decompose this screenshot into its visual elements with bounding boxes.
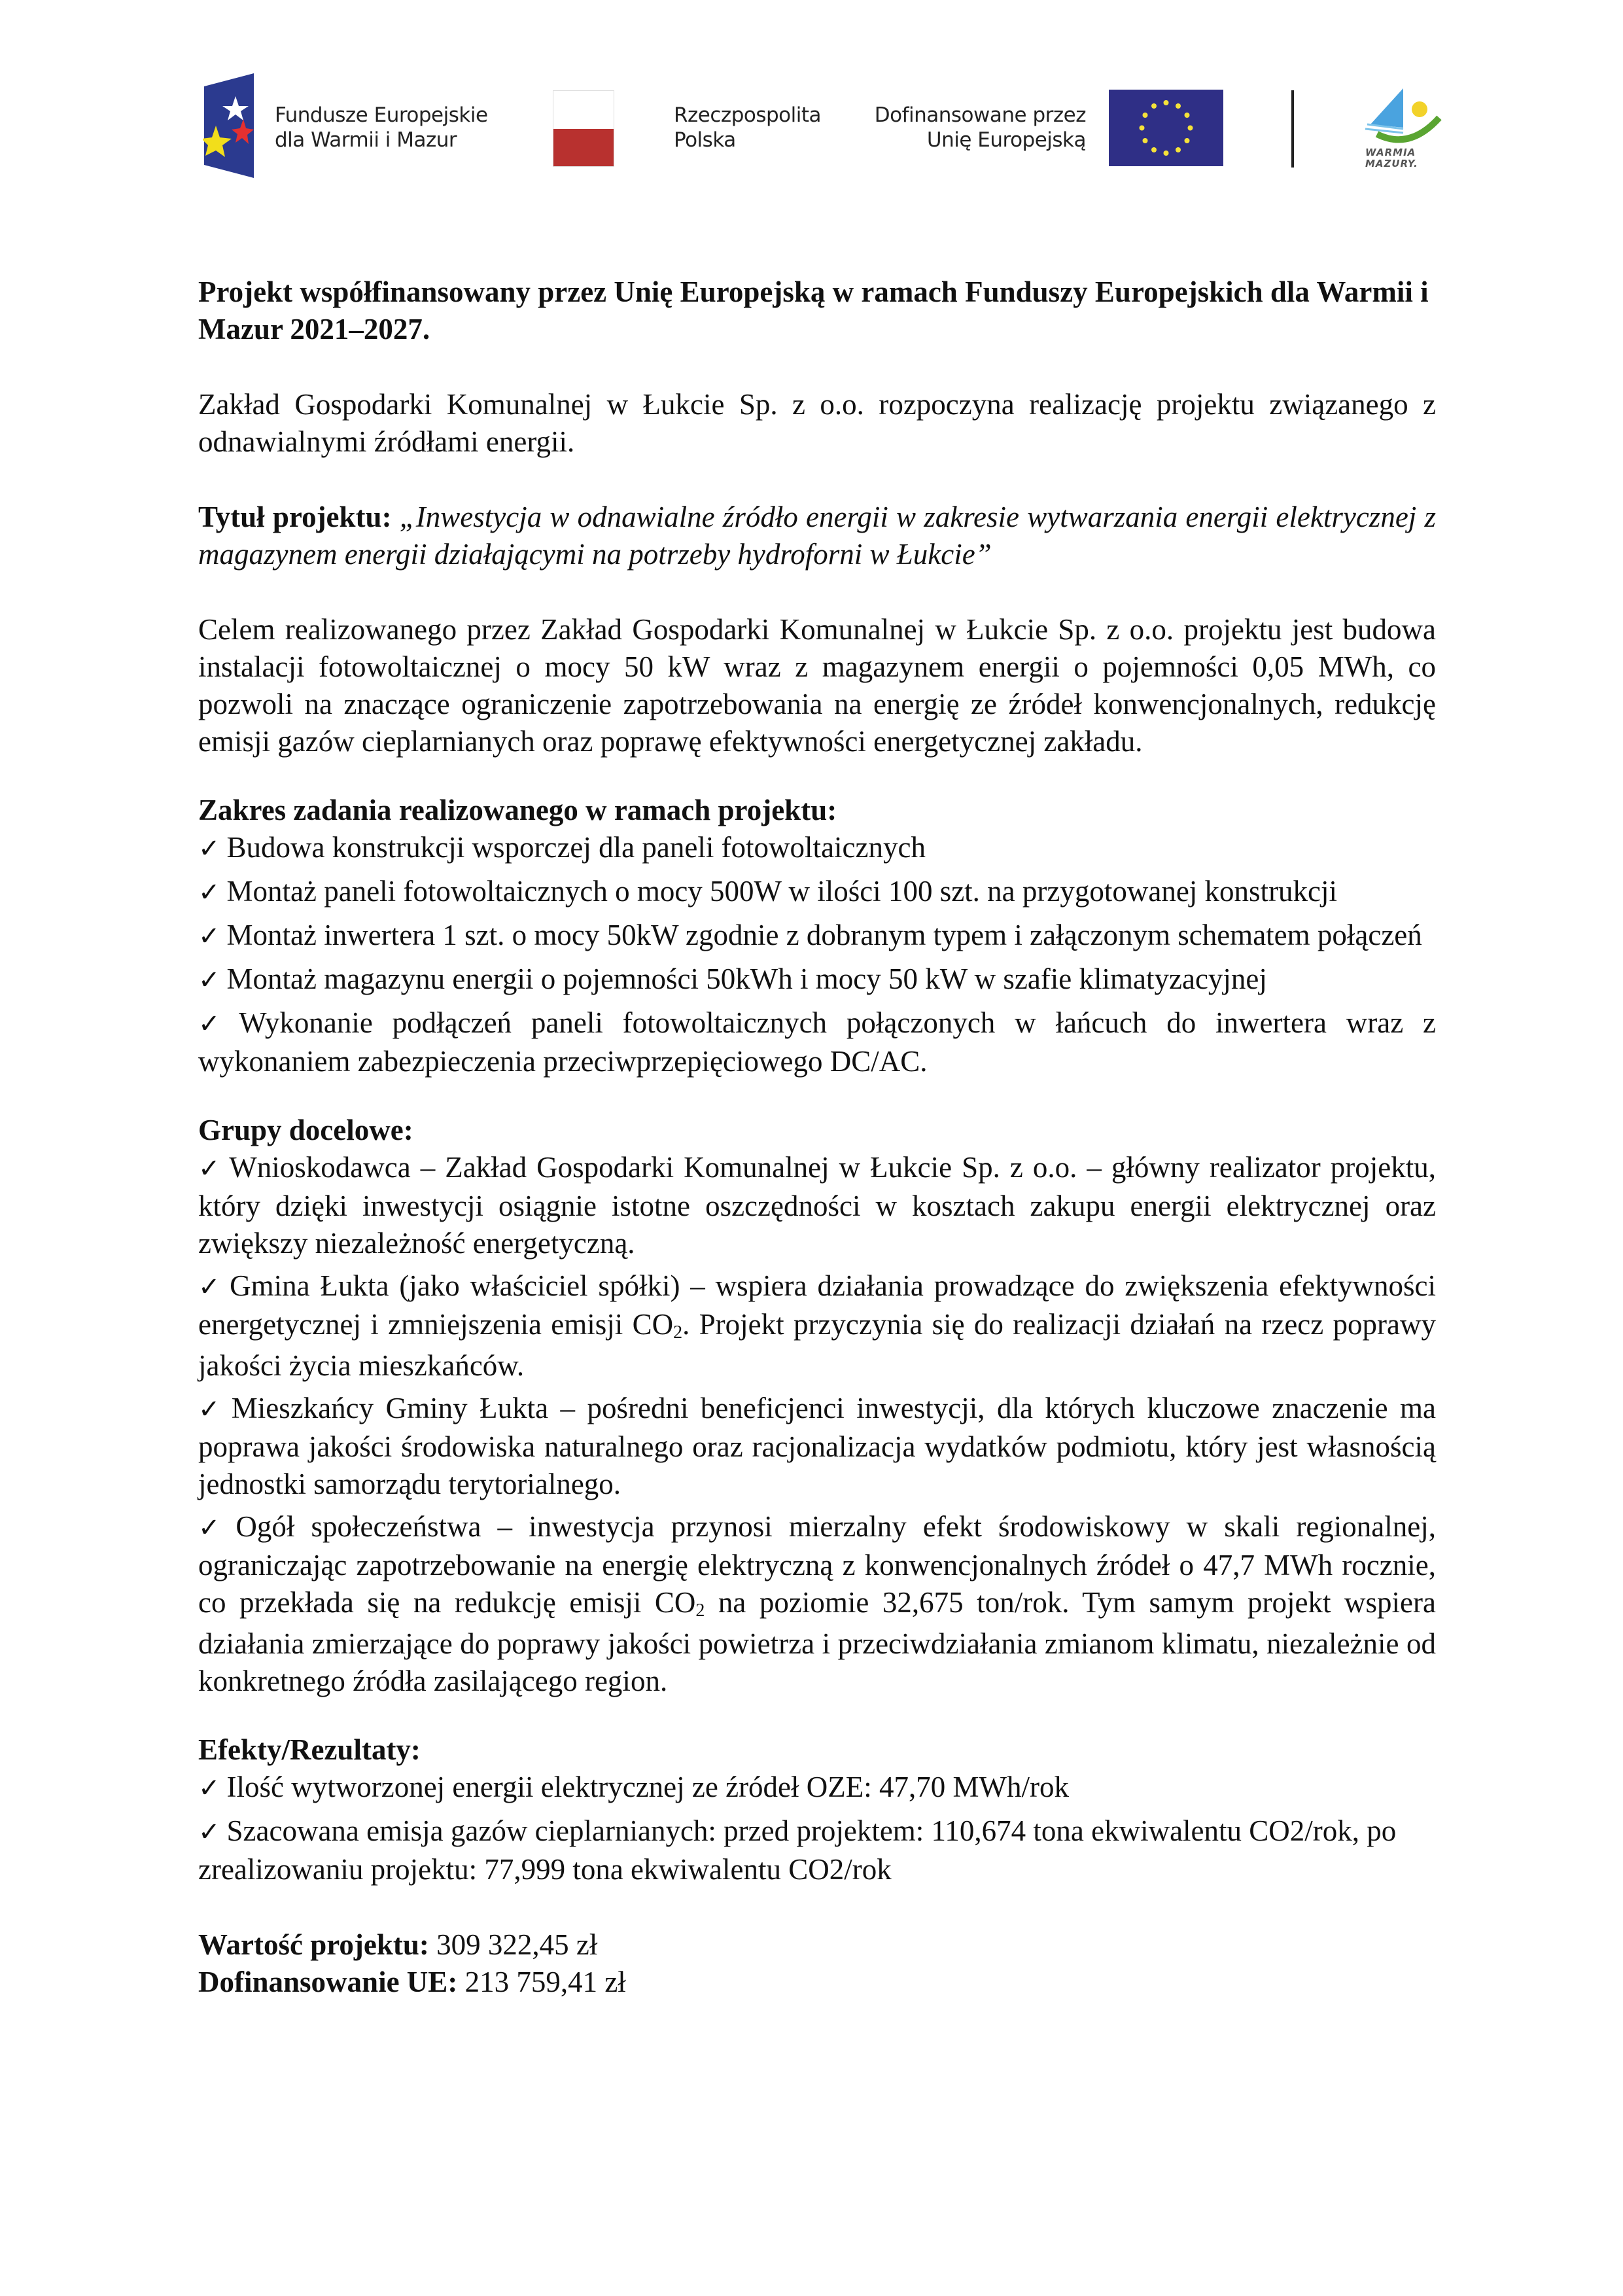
scope-item: ✓ Montaż magazynu energii o pojemności 50kWh i mocy 50 kW w szafie klimatyzacyjnej	[198, 963, 1267, 995]
logo-bar	[0, 0, 1623, 196]
logo-divider	[1291, 90, 1294, 168]
rzeczpospolita-polska-text: Rzeczpospolita Polska	[674, 103, 822, 152]
result-item: ✓ Szacowana emisja gazów cieplarnianych: przed projektem: 110,674 tona ekwiwalentu CO2/rok, po zrealizowaniu projektu: 77,999 tona ekwiwalentu CO2/rok	[198, 1814, 1397, 1886]
group-item: ✓ Gmina Łukta (jako właściciel spółki) – wspiera działania prowadzące do zwiększenia efektywności energetycznej i zmniejszenia emisji $CO_2$. Projekt przyczynia się do realizacji działań na rzecz poprawy jakości życia mieszkańców.	[198, 1269, 1437, 1382]
checkmark-icon: ✓	[198, 834, 220, 864]
intro-paragraph: Zakład Gospodarki Komunalnej w Łukcie Sp. z o.o. rozpoczyna realizację projektu związanego z odnawialnymi źródłami energii.	[198, 388, 1436, 458]
checkmark-icon: ✓	[198, 877, 220, 908]
eu-cofinanced-text: Dofinansowane przez Unię Europejską	[874, 103, 1086, 152]
group-item: ✓ Ogół społeczeństwa – inwestycja przynosi mierzalny efekt środowiskowy w skali regionalnej, ograniczając zapotrzebowanie na energię elektryczną z konwencjonalnych źródeł o 47,7 MWh rocznie, co przekłada się na redukcję emisji $CO_2$ na poziomie 32,675 ton/rok. Tym samym projekt wspiera działania zmierzające do poprawy jakości powietrza i przeciwdziałania zmianom klimatu, niezależnie od konkretnego źródła zasilającego region.	[198, 1510, 1437, 1697]
polish-flag-icon	[553, 90, 614, 167]
scope-item: ✓ Wykonanie podłączeń paneli fotowoltaicznych połączonych w łańcuch do inwertera wraz z wykonaniem zabezpieczenia przeciwprzepięciowego DC/AC.	[198, 1006, 1437, 1078]
groups-heading: Grupy docelowe:	[198, 1114, 413, 1146]
checkmark-icon: ✓	[198, 1394, 225, 1424]
group-item: ✓ Wnioskodawca – Zakład Gospodarki Komunalnej w Łukcie Sp. z o.o. – główny realizator projektu, który dzięki inwestycji osiągnie istotne oszczędności w kosztach zakupu energii elektrycznej oraz zwiększy niezależność energetyczną.	[198, 1151, 1437, 1260]
scope-item: ✓ Budowa konstrukcji wsporczej dla paneli fotowoltaicznych	[198, 831, 926, 864]
result-item: ✓ Ilość wytworzonej energii elektrycznej ze źródeł OZE: 47,70 MWh/rok	[198, 1771, 1069, 1803]
intro-heading: Projekt współfinansowany przez Unię Europejską w ramach Funduszy Europejskich dla Warmii i Mazur 2021–2027.	[198, 275, 1429, 345]
scope-heading: Zakres zadania realizowanego w ramach projektu:	[198, 794, 837, 826]
group-item: ✓ Mieszkańcy Gminy Łukta – pośredni beneficjenci inwestycji, dla których kluczowe znaczenie ma poprawa jakości środowiska naturalnego oraz racjonalizacja wydatków podmiotu, który jest własnością jednostki samorządu terytorialnego.	[198, 1392, 1436, 1500]
eu-funding-label: Dofinansowanie UE:	[198, 1966, 458, 1998]
results-heading: Efekty/Rezultaty:	[198, 1733, 421, 1766]
eu-funding-amount: 213 759,41 zł	[457, 1966, 626, 1998]
project-title-value: „Inwestycja w odnawialne źródło energii w zakresie wytwarzania energii elektrycznej z magazynem energii działającymi na potrzeby hydroforni w Łukcie”	[198, 501, 1436, 571]
checkmark-icon: ✓	[198, 1817, 220, 1847]
scope-item: ✓ Montaż paneli fotowoltaicznych o mocy 500W w ilości 100 szt. na przygotowanej konstrukcji	[198, 875, 1338, 908]
fundusze-europejskie-text: Fundusze Europejskie dla Warmii i Mazur	[275, 103, 488, 152]
document-body	[198, 274, 1436, 2001]
scope-item: ✓ Montaż inwertera 1 szt. o mocy 50kW zgodnie z dobranym typem i załączonym schematem połączeń	[198, 919, 1422, 951]
project-value	[198, 1926, 1436, 1964]
project-title	[198, 499, 1436, 573]
checkmark-icon: ✓	[198, 1154, 223, 1184]
eu-funding	[198, 1964, 1436, 2001]
goal-paragraph: Celem realizowanego przez Zakład Gospodarki Komunalnej w Łukcie Sp. z o.o. projektu jest budowa instalacji fotowoltaicznej o mocy 50 kW wraz z magazynem energii o pojemności 0,05 MWh, co pozwoli na znaczące ograniczenie zapotrzebowania na energię ze źródeł konwencjonalnych, redukcję emisji gazów cieplarnianych oraz poprawę efektywności energetycznej zakładu.	[198, 613, 1436, 758]
project-value-label: Wartość projektu:	[198, 1928, 429, 1961]
warmia-mazury-text: WARMIA MAZURY.	[1365, 147, 1418, 169]
project-title-label: Tytuł projektu:	[198, 501, 392, 533]
checkmark-icon: ✓	[198, 1272, 224, 1302]
eu-flag-icon	[1109, 90, 1223, 166]
project-value-amount: 309 322,45 zł	[428, 1928, 598, 1961]
checkmark-icon: ✓	[198, 1513, 230, 1543]
fundusze-europejskie-stars-icon	[203, 73, 255, 178]
checkmark-icon: ✓	[198, 1009, 233, 1039]
checkmark-icon: ✓	[198, 921, 220, 951]
checkmark-icon: ✓	[198, 1773, 220, 1803]
checkmark-icon: ✓	[198, 965, 220, 995]
